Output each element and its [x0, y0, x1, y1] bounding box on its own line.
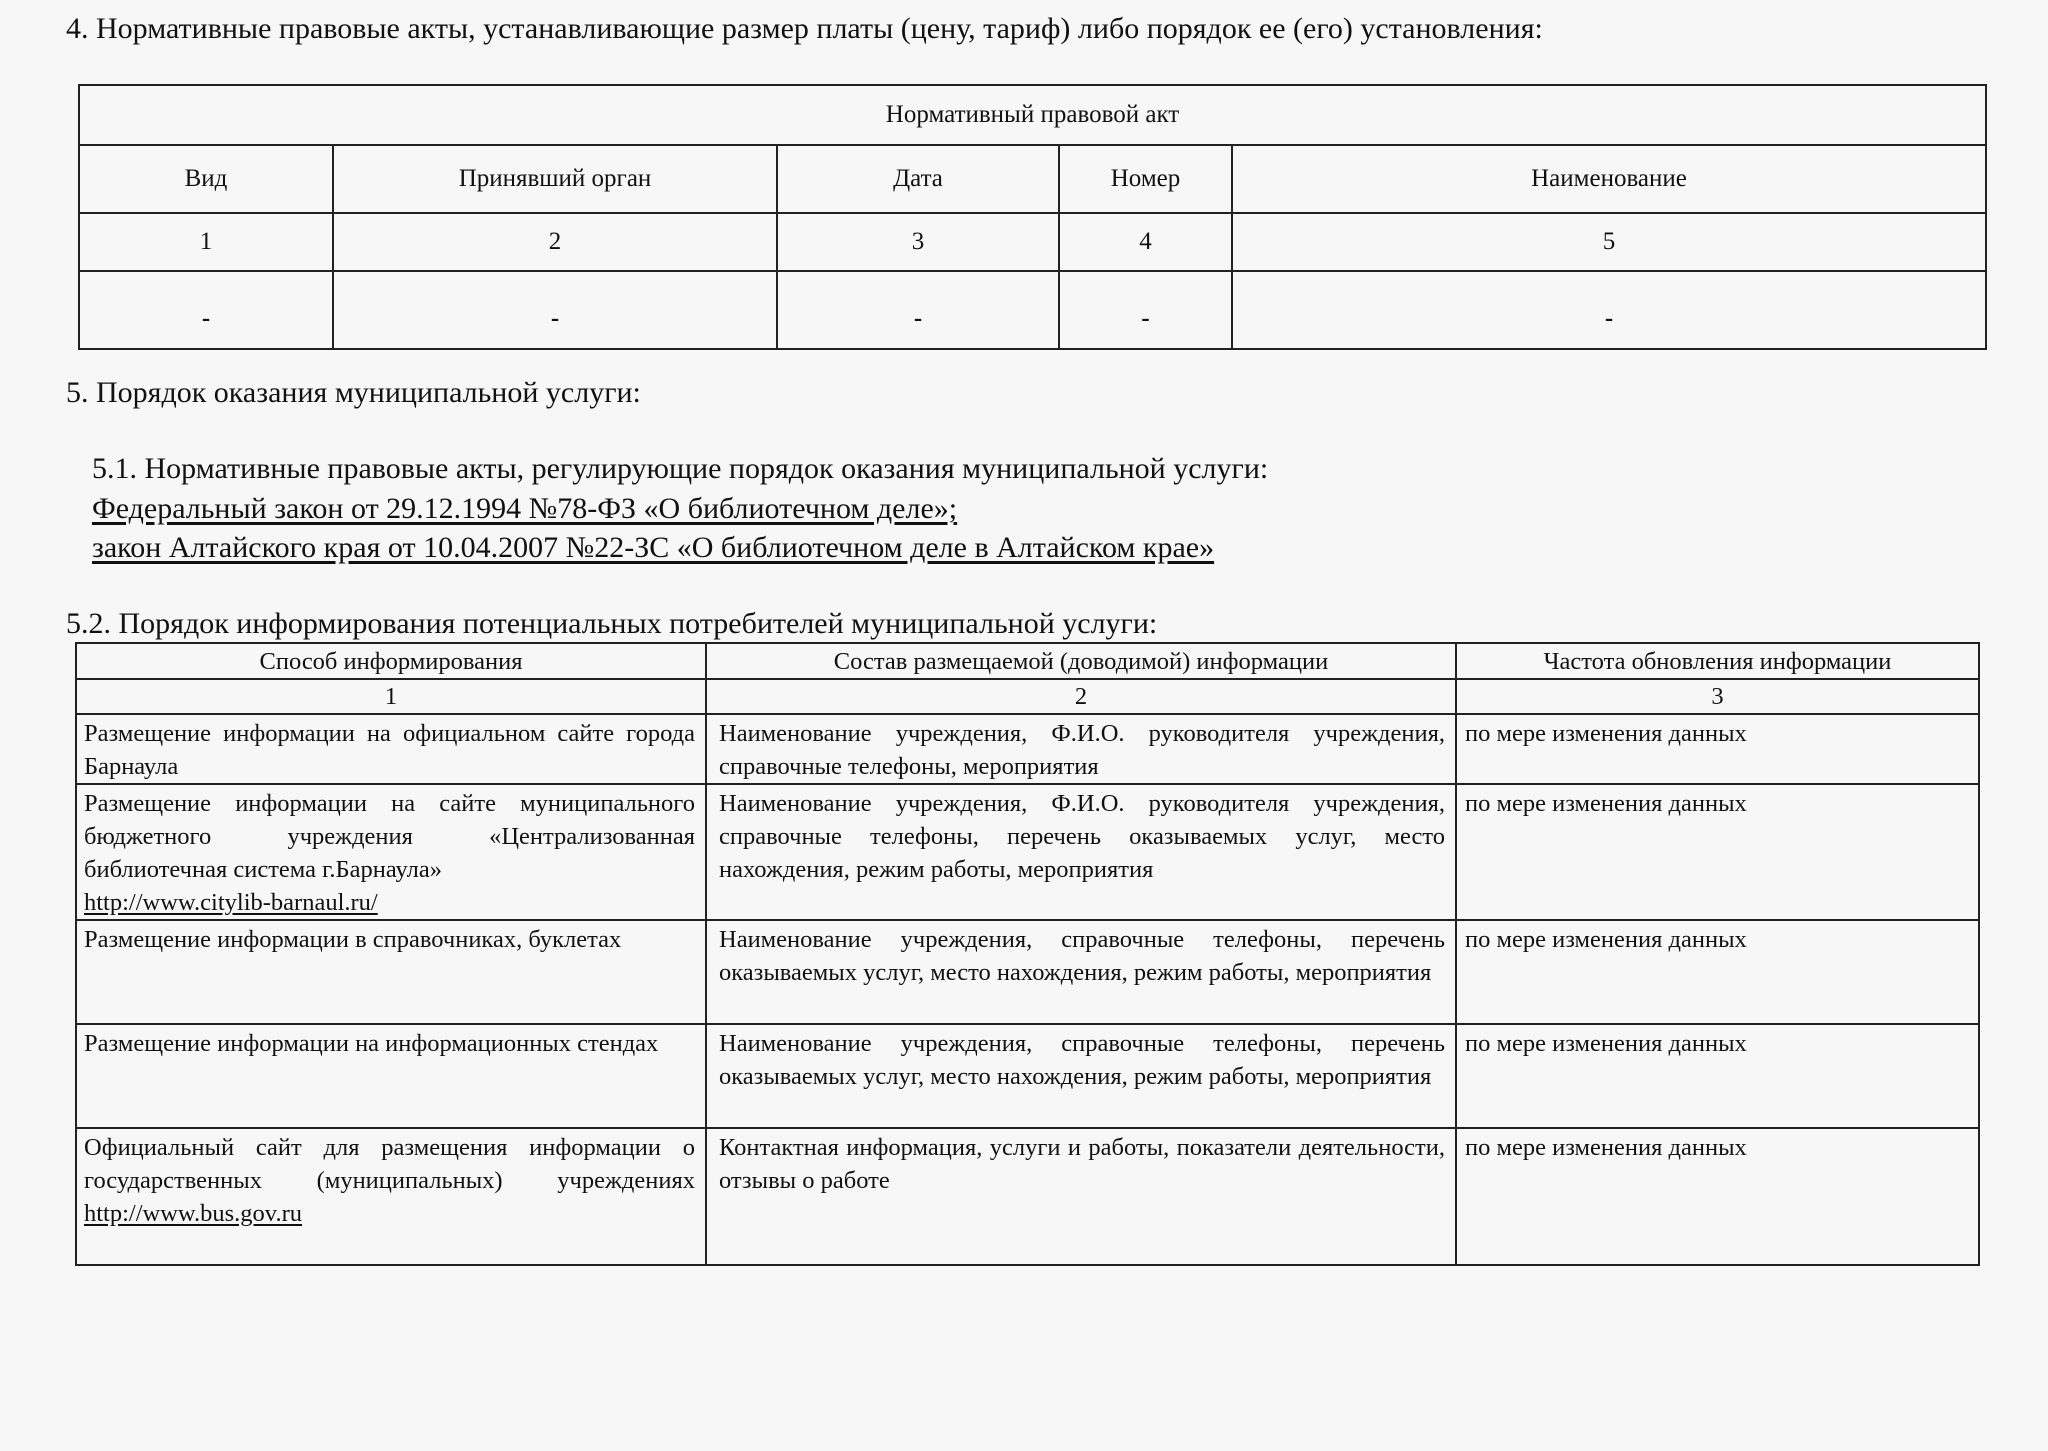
content-cell: Наименование учреждения, справочные телефоны, перечень оказываемых услуг, место нахождения, режим работы, мероприятия — [706, 920, 1456, 1024]
method-text: Размещение информации на сайте муниципального бюджетного учреждения «Централизованная библиотечная система г.Барнаула» — [84, 790, 695, 883]
column-number: 1 — [79, 213, 333, 271]
column-header-issuing-body: Принявший орган — [333, 145, 777, 213]
citylib-link[interactable]: http://www.citylib-barnaul.ru/ — [84, 889, 378, 916]
section-5-2-heading: 5.2. Порядок информирования потенциальных потребителей муниципальной услуги: — [66, 607, 1158, 640]
column-header-number: Номер — [1059, 145, 1232, 213]
table-row — [76, 920, 1979, 1024]
frequency-cell: по мере изменения данных — [1456, 784, 1979, 920]
method-cell — [76, 784, 706, 920]
section-5-1-heading: 5.1. Нормативные правовые акты, регулирующие порядок оказания муниципальной услуги: — [92, 452, 1269, 485]
group-header-cell: Нормативный правовой акт — [79, 85, 1986, 145]
column-number: 1 — [76, 679, 706, 714]
method-text: Размещение информации на информационных стендах — [84, 1030, 659, 1057]
section-4-heading: 4. Нормативные правовые акты, устанавливающие размер платы (цену, тариф) либо порядок ее (его) установления: — [66, 12, 1543, 45]
table-cell: - — [1059, 271, 1232, 349]
table-cell: - — [79, 271, 333, 349]
column-number-row — [76, 679, 1979, 714]
table-row — [76, 1024, 1979, 1128]
content-cell: Наименование учреждения, Ф.И.О. руководителя учреждения, справочные телефоны, перечень оказываемых услуг, место нахождения, режим работы, мероприятия — [706, 784, 1456, 920]
column-header-type: Вид — [79, 145, 333, 213]
content-cell: Наименование учреждения, Ф.И.О. руководителя учреждения, справочные телефоны, мероприятия — [706, 714, 1456, 784]
frequency-cell: по мере изменения данных — [1456, 714, 1979, 784]
column-number: 5 — [1232, 213, 1986, 271]
informing-methods-table — [75, 642, 1980, 1266]
table-cell: - — [777, 271, 1059, 349]
table-row — [76, 784, 1979, 920]
column-header-title: Наименование — [1232, 145, 1986, 213]
column-number: 4 — [1059, 213, 1232, 271]
column-number: 2 — [333, 213, 777, 271]
content-cell: Наименование учреждения, справочные телефоны, перечень оказываемых услуг, место нахождения, режим работы, мероприятия — [706, 1024, 1456, 1128]
frequency-cell: по мере изменения данных — [1456, 1128, 1979, 1265]
law-reference-regional: закон Алтайского края от 10.04.2007 №22-ЗС «О библиотечном деле в Алтайском крае» — [92, 531, 1215, 564]
column-number: 2 — [706, 679, 1456, 714]
law-reference-federal: Федеральный закон от 29.12.1994 №78-ФЗ «О библиотечном деле»; — [92, 492, 958, 525]
column-header-content: Состав размещаемой (доводимой) информации — [706, 643, 1456, 679]
column-header-method: Способ информирования — [76, 643, 706, 679]
method-cell — [76, 1128, 706, 1265]
column-header-date: Дата — [777, 145, 1059, 213]
table-header-row — [79, 145, 1986, 213]
method-cell — [76, 714, 706, 784]
table-group-header-row — [79, 85, 1986, 145]
method-text: Размещение информации на официальном сайте города Барнаула — [84, 720, 695, 780]
table-cell: - — [333, 271, 777, 349]
table-row — [79, 271, 1986, 349]
section-5-heading: 5. Порядок оказания муниципальной услуги: — [66, 376, 641, 409]
content-cell: Контактная информация, услуги и работы, показатели деятельности, отзывы о работе — [706, 1128, 1456, 1265]
table-row — [76, 1128, 1979, 1265]
method-text: Размещение информации в справочниках, буклетах — [84, 926, 622, 953]
column-number-row — [79, 213, 1986, 271]
table-header-row — [76, 643, 1979, 679]
method-cell — [76, 1024, 706, 1128]
fee-legal-acts-table — [78, 84, 1987, 350]
table-row — [76, 714, 1979, 784]
frequency-cell: по мере изменения данных — [1456, 920, 1979, 1024]
frequency-cell: по мере изменения данных — [1456, 1024, 1979, 1128]
table-cell: - — [1232, 271, 1986, 349]
column-header-frequency: Частота обновления информации — [1456, 643, 1979, 679]
method-cell — [76, 920, 706, 1024]
method-text: Официальный сайт для размещения информации о государственных (муниципальных) учреждениях — [84, 1134, 695, 1194]
column-number: 3 — [777, 213, 1059, 271]
bus-gov-link[interactable]: http://www.bus.gov.ru — [84, 1200, 302, 1227]
column-number: 3 — [1456, 679, 1979, 714]
